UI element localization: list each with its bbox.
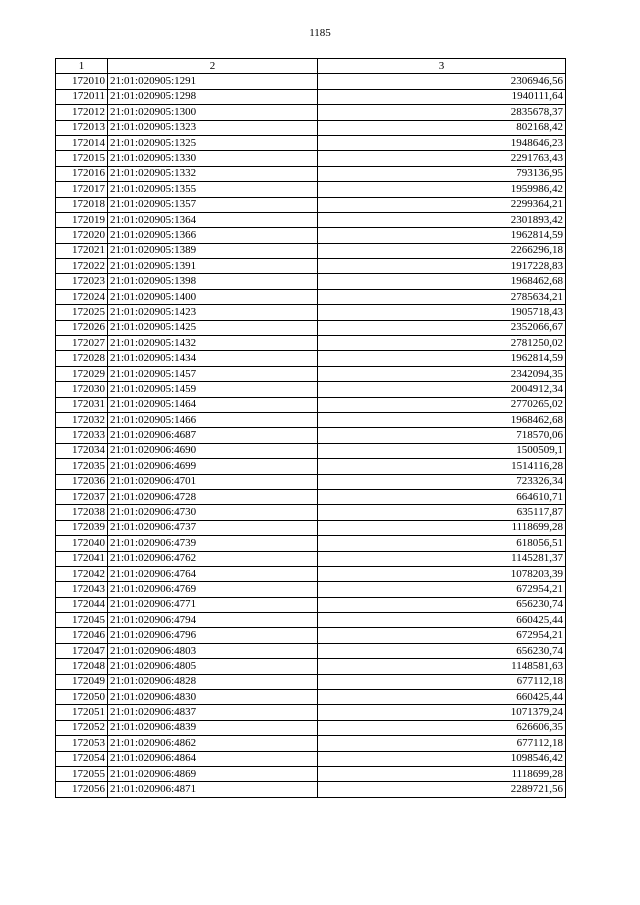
cadastral-number-cell: 21:01:020905:1298 [108, 89, 318, 104]
value-cell: 1959986,42 [318, 182, 566, 197]
table-row [56, 551, 566, 566]
row-number-cell: 172046 [56, 628, 108, 643]
table-row [56, 243, 566, 258]
value-cell: 718570,06 [318, 428, 566, 443]
value-cell: 1962814,59 [318, 351, 566, 366]
cadastral-number-cell: 21:01:020905:1389 [108, 243, 318, 258]
table-row [56, 428, 566, 443]
table-row [56, 336, 566, 351]
cadastral-number-cell: 21:01:020905:1466 [108, 412, 318, 427]
table-row [56, 320, 566, 335]
table-row [56, 643, 566, 658]
cadastral-number-cell: 21:01:020905:1364 [108, 212, 318, 227]
cadastral-number-cell: 21:01:020906:4796 [108, 628, 318, 643]
value-cell: 2266296,18 [318, 243, 566, 258]
value-cell: 2770265,02 [318, 397, 566, 412]
value-cell: 1514116,28 [318, 459, 566, 474]
row-number-cell: 172036 [56, 474, 108, 489]
value-cell: 2301893,42 [318, 212, 566, 227]
value-cell: 2004912,34 [318, 382, 566, 397]
value-cell: 1071379,24 [318, 705, 566, 720]
cadastral-number-cell: 21:01:020906:4828 [108, 674, 318, 689]
cadastral-number-cell: 21:01:020905:1434 [108, 351, 318, 366]
cadastral-number-cell: 21:01:020906:4837 [108, 705, 318, 720]
table-row [56, 582, 566, 597]
table-row [56, 520, 566, 535]
data-table [55, 58, 566, 798]
table-row [56, 474, 566, 489]
cadastral-number-cell: 21:01:020905:1355 [108, 182, 318, 197]
row-number-cell: 172055 [56, 766, 108, 781]
value-cell: 635117,87 [318, 505, 566, 520]
cadastral-number-cell: 21:01:020906:4862 [108, 736, 318, 751]
cadastral-number-cell: 21:01:020906:4699 [108, 459, 318, 474]
table-row [56, 459, 566, 474]
row-number-cell: 172013 [56, 120, 108, 135]
table-header-row [56, 59, 566, 74]
value-cell: 1078203,39 [318, 566, 566, 581]
cadastral-number-cell: 21:01:020905:1366 [108, 228, 318, 243]
cadastral-number-cell: 21:01:020906:4805 [108, 659, 318, 674]
table-row [56, 274, 566, 289]
row-number-cell: 172038 [56, 505, 108, 520]
value-cell: 1940111,64 [318, 89, 566, 104]
value-cell: 2342094,35 [318, 366, 566, 381]
value-cell: 618056,51 [318, 536, 566, 551]
table-row [56, 766, 566, 781]
value-cell: 1098546,42 [318, 751, 566, 766]
table-row [56, 351, 566, 366]
row-number-cell: 172032 [56, 412, 108, 427]
row-number-cell: 172034 [56, 443, 108, 458]
value-cell: 2299364,21 [318, 197, 566, 212]
cadastral-number-cell: 21:01:020906:4830 [108, 690, 318, 705]
table-row [56, 259, 566, 274]
value-cell: 664610,71 [318, 489, 566, 504]
row-number-cell: 172047 [56, 643, 108, 658]
row-number-cell: 172023 [56, 274, 108, 289]
table-row [56, 720, 566, 735]
value-cell: 1118699,28 [318, 766, 566, 781]
row-number-cell: 172051 [56, 705, 108, 720]
cadastral-number-cell: 21:01:020905:1464 [108, 397, 318, 412]
row-number-cell: 172045 [56, 613, 108, 628]
column-header-2: 2 [108, 59, 318, 74]
value-cell: 1917228,83 [318, 259, 566, 274]
value-cell: 672954,21 [318, 582, 566, 597]
value-cell: 1905718,43 [318, 305, 566, 320]
cadastral-number-cell: 21:01:020905:1432 [108, 336, 318, 351]
value-cell: 793136,95 [318, 166, 566, 181]
row-number-cell: 172025 [56, 305, 108, 320]
cadastral-number-cell: 21:01:020906:4737 [108, 520, 318, 535]
row-number-cell: 172037 [56, 489, 108, 504]
row-number-cell: 172018 [56, 197, 108, 212]
row-number-cell: 172020 [56, 228, 108, 243]
row-number-cell: 172033 [56, 428, 108, 443]
cadastral-number-cell: 21:01:020905:1323 [108, 120, 318, 135]
row-number-cell: 172049 [56, 674, 108, 689]
row-number-cell: 172027 [56, 336, 108, 351]
cadastral-number-cell: 21:01:020906:4864 [108, 751, 318, 766]
table-row [56, 135, 566, 150]
table-row [56, 366, 566, 381]
row-number-cell: 172040 [56, 536, 108, 551]
table-row [56, 228, 566, 243]
row-number-cell: 172052 [56, 720, 108, 735]
row-number-cell: 172054 [56, 751, 108, 766]
value-cell: 677112,18 [318, 736, 566, 751]
cadastral-number-cell: 21:01:020905:1357 [108, 197, 318, 212]
row-number-cell: 172016 [56, 166, 108, 181]
row-number-cell: 172028 [56, 351, 108, 366]
row-number-cell: 172039 [56, 520, 108, 535]
cadastral-number-cell: 21:01:020906:4871 [108, 782, 318, 797]
value-cell: 802168,42 [318, 120, 566, 135]
table-row [56, 674, 566, 689]
table-row [56, 690, 566, 705]
row-number-cell: 172012 [56, 105, 108, 120]
table-row [56, 489, 566, 504]
cadastral-number-cell: 21:01:020905:1398 [108, 274, 318, 289]
value-cell: 1118699,28 [318, 520, 566, 535]
table-row [56, 597, 566, 612]
table-row [56, 751, 566, 766]
value-cell: 2289721,56 [318, 782, 566, 797]
table-row [56, 182, 566, 197]
table-row [56, 566, 566, 581]
value-cell: 1500509,1 [318, 443, 566, 458]
value-cell: 1148581,63 [318, 659, 566, 674]
table-row [56, 89, 566, 104]
table-row [56, 536, 566, 551]
column-header-1: 1 [56, 59, 108, 74]
row-number-cell: 172035 [56, 459, 108, 474]
table-row [56, 705, 566, 720]
value-cell: 677112,18 [318, 674, 566, 689]
cadastral-number-cell: 21:01:020906:4769 [108, 582, 318, 597]
cadastral-number-cell: 21:01:020906:4762 [108, 551, 318, 566]
table-row [56, 382, 566, 397]
cadastral-number-cell: 21:01:020905:1457 [108, 366, 318, 381]
row-number-cell: 172042 [56, 566, 108, 581]
value-cell: 2835678,37 [318, 105, 566, 120]
table-row [56, 628, 566, 643]
table-row [56, 613, 566, 628]
table-row [56, 782, 566, 797]
table-row [56, 397, 566, 412]
row-number-cell: 172050 [56, 690, 108, 705]
row-number-cell: 172048 [56, 659, 108, 674]
cadastral-number-cell: 21:01:020906:4764 [108, 566, 318, 581]
value-cell: 1968462,68 [318, 274, 566, 289]
value-cell: 1962814,59 [318, 228, 566, 243]
cadastral-number-cell: 21:01:020905:1400 [108, 289, 318, 304]
table-row [56, 305, 566, 320]
table-row [56, 505, 566, 520]
row-number-cell: 172056 [56, 782, 108, 797]
row-number-cell: 172031 [56, 397, 108, 412]
cadastral-number-cell: 21:01:020905:1330 [108, 151, 318, 166]
value-cell: 2291763,43 [318, 151, 566, 166]
cadastral-number-cell: 21:01:020906:4771 [108, 597, 318, 612]
row-number-cell: 172043 [56, 582, 108, 597]
row-number-cell: 172022 [56, 259, 108, 274]
value-cell: 2785634,21 [318, 289, 566, 304]
value-cell: 656230,74 [318, 597, 566, 612]
value-cell: 2352066,67 [318, 320, 566, 335]
value-cell: 2781250,02 [318, 336, 566, 351]
cadastral-number-cell: 21:01:020906:4728 [108, 489, 318, 504]
table-row [56, 736, 566, 751]
cadastral-number-cell: 21:01:020905:1423 [108, 305, 318, 320]
value-cell: 1948646,23 [318, 135, 566, 150]
value-cell: 1968462,68 [318, 412, 566, 427]
cadastral-number-cell: 21:01:020906:4869 [108, 766, 318, 781]
cadastral-number-cell: 21:01:020906:4690 [108, 443, 318, 458]
cadastral-number-cell: 21:01:020905:1459 [108, 382, 318, 397]
cadastral-number-cell: 21:01:020905:1325 [108, 135, 318, 150]
table-row [56, 166, 566, 181]
column-header-3: 3 [318, 59, 566, 74]
table-body [56, 74, 566, 797]
cadastral-number-cell: 21:01:020906:4687 [108, 428, 318, 443]
cadastral-number-cell: 21:01:020906:4730 [108, 505, 318, 520]
row-number-cell: 172019 [56, 212, 108, 227]
cadastral-number-cell: 21:01:020906:4701 [108, 474, 318, 489]
row-number-cell: 172014 [56, 135, 108, 150]
cadastral-number-cell: 21:01:020906:4794 [108, 613, 318, 628]
value-cell: 660425,44 [318, 613, 566, 628]
value-cell: 2306946,56 [318, 74, 566, 89]
row-number-cell: 172024 [56, 289, 108, 304]
cadastral-number-cell: 21:01:020906:4739 [108, 536, 318, 551]
table-row [56, 212, 566, 227]
table-row [56, 659, 566, 674]
table-row [56, 197, 566, 212]
table-row [56, 151, 566, 166]
table-row [56, 120, 566, 135]
cadastral-number-cell: 21:01:020905:1391 [108, 259, 318, 274]
row-number-cell: 172017 [56, 182, 108, 197]
value-cell: 1145281,37 [318, 551, 566, 566]
cadastral-number-cell: 21:01:020906:4803 [108, 643, 318, 658]
row-number-cell: 172029 [56, 366, 108, 381]
row-number-cell: 172010 [56, 74, 108, 89]
row-number-cell: 172030 [56, 382, 108, 397]
row-number-cell: 172015 [56, 151, 108, 166]
cadastral-number-cell: 21:01:020905:1425 [108, 320, 318, 335]
cadastral-number-cell: 21:01:020905:1332 [108, 166, 318, 181]
row-number-cell: 172044 [56, 597, 108, 612]
value-cell: 660425,44 [318, 690, 566, 705]
row-number-cell: 172053 [56, 736, 108, 751]
table-row [56, 443, 566, 458]
table-row [56, 105, 566, 120]
value-cell: 672954,21 [318, 628, 566, 643]
row-number-cell: 172021 [56, 243, 108, 258]
value-cell: 626606,35 [318, 720, 566, 735]
row-number-cell: 172041 [56, 551, 108, 566]
row-number-cell: 172026 [56, 320, 108, 335]
table-row [56, 289, 566, 304]
value-cell: 723326,34 [318, 474, 566, 489]
cadastral-number-cell: 21:01:020905:1291 [108, 74, 318, 89]
page-number: 1185 [309, 27, 331, 39]
cadastral-number-cell: 21:01:020906:4839 [108, 720, 318, 735]
cadastral-number-cell: 21:01:020905:1300 [108, 105, 318, 120]
table-row [56, 412, 566, 427]
value-cell: 656230,74 [318, 643, 566, 658]
table-row [56, 74, 566, 89]
row-number-cell: 172011 [56, 89, 108, 104]
